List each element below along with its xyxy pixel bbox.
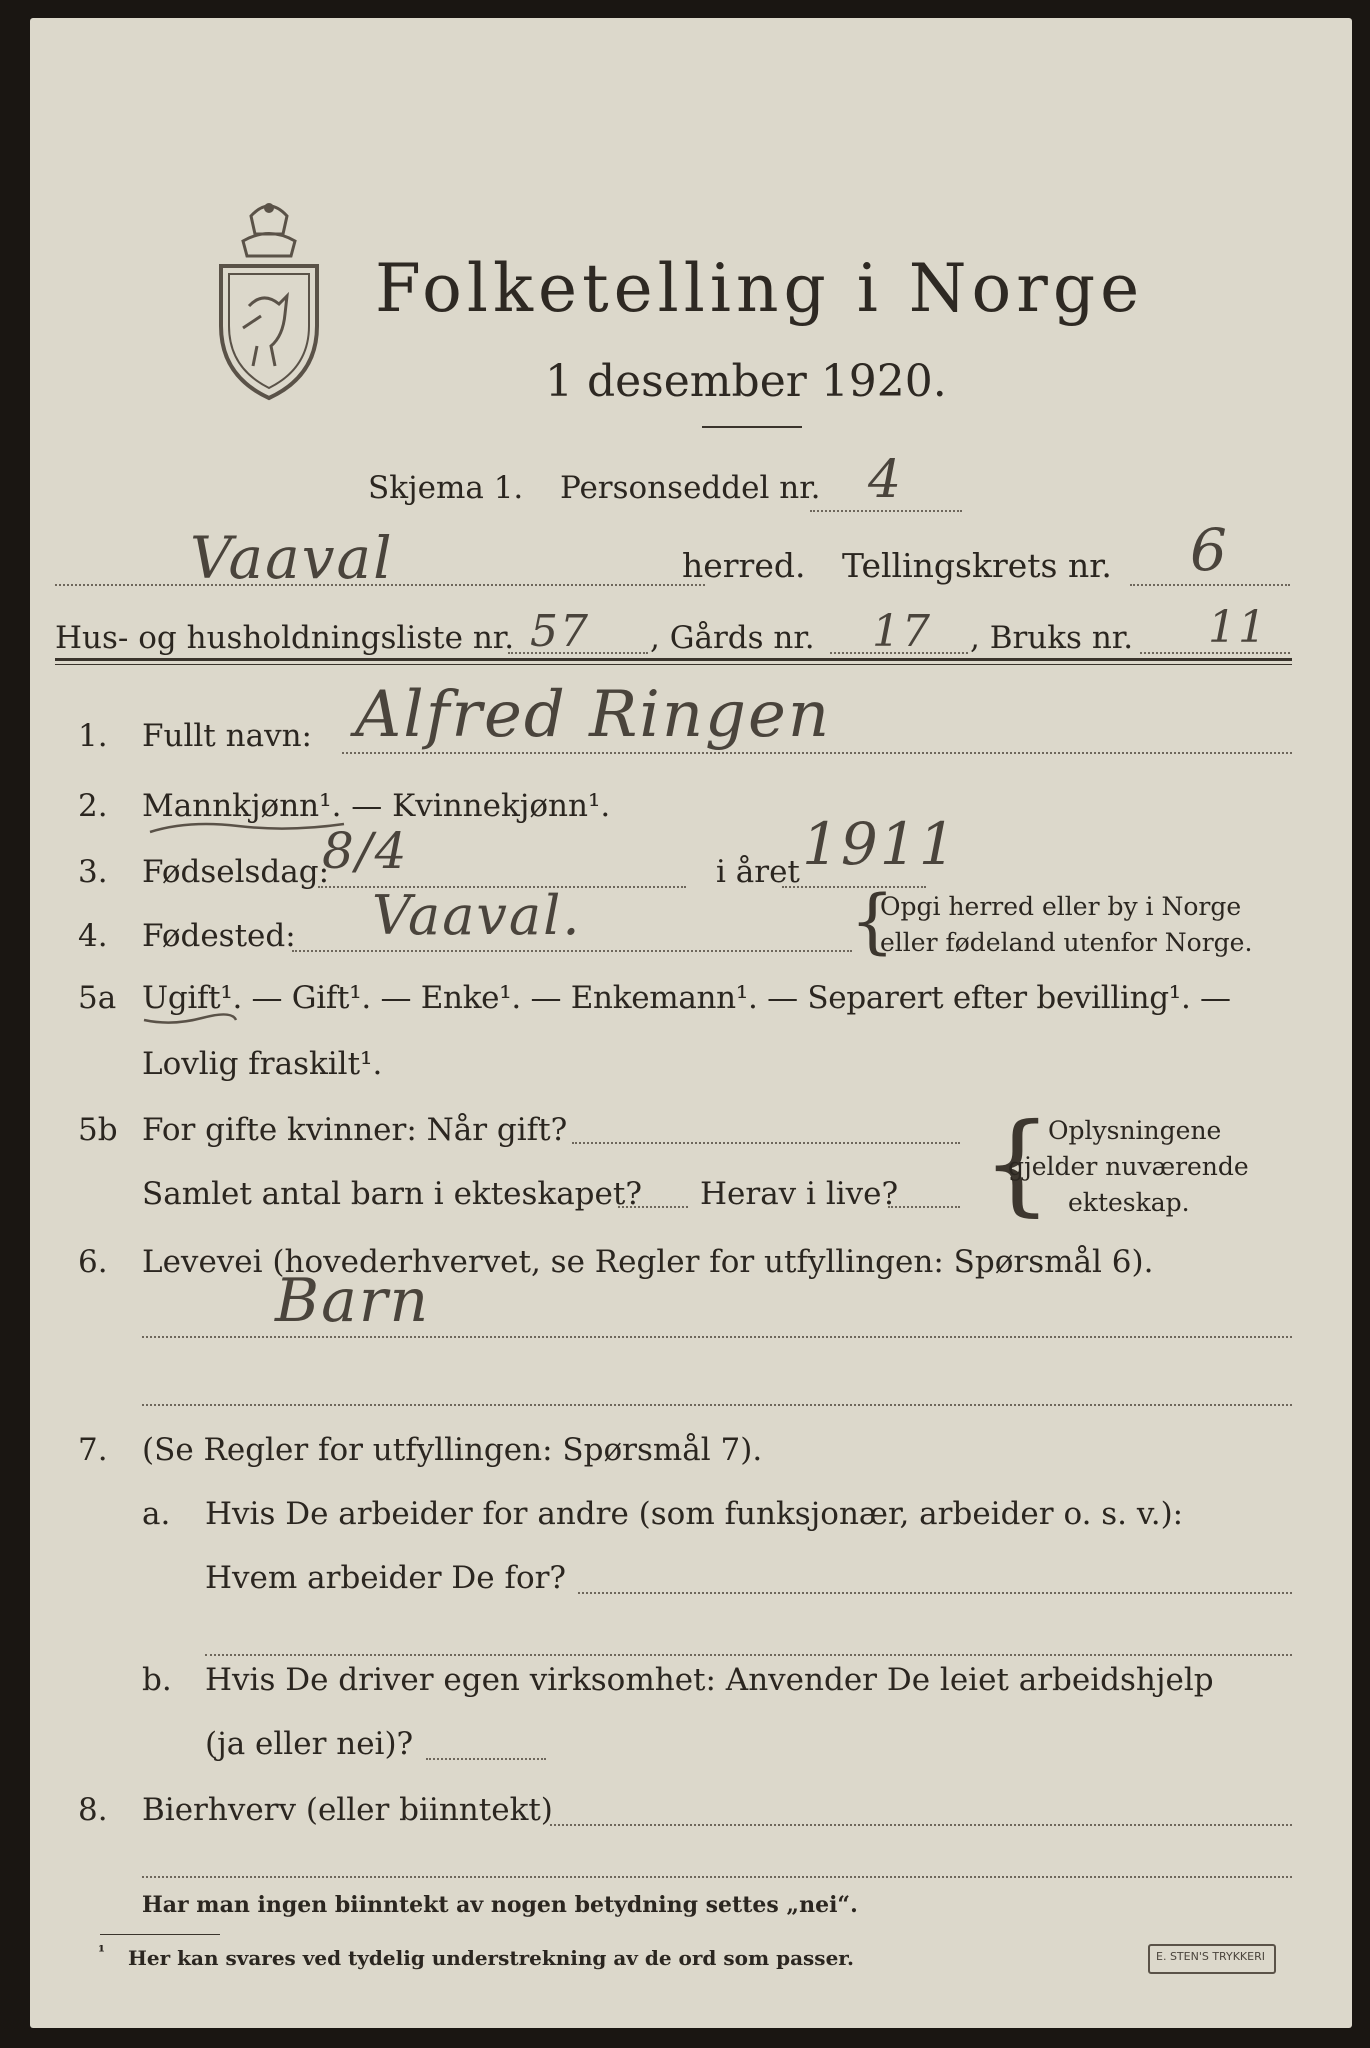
- birthplace-value[interactable]: Vaaval.: [372, 884, 582, 947]
- title-rule: [702, 426, 802, 428]
- q2-number: 2.: [78, 788, 108, 824]
- tellingskrets-label: Tellingskrets nr.: [842, 546, 1112, 585]
- footnote-text: Her kan svares ved tydelig understrekning av de ord som passer.: [128, 1946, 854, 1970]
- q5b-number: 5b: [78, 1112, 118, 1148]
- q5b-note-line-2: gjelder nuværende: [1008, 1152, 1249, 1181]
- marital-underline-mark: [142, 1012, 238, 1028]
- q7b-letter: b.: [142, 1662, 172, 1698]
- q5b-line-3: [888, 1206, 960, 1208]
- tellingskrets-line: [1130, 584, 1290, 586]
- gards-value[interactable]: 17: [872, 606, 932, 657]
- q5b-label-2: Samlet antal barn i ekteskapet?: [142, 1176, 642, 1212]
- q8-line-1: [550, 1824, 1292, 1826]
- q7-number: 7.: [78, 1432, 108, 1468]
- q4-note-line-2: eller fødeland utenfor Norge.: [880, 928, 1253, 957]
- hus-value[interactable]: 57: [530, 606, 590, 657]
- q8-label: Bierhverv (eller biinntekt): [142, 1792, 553, 1828]
- q4-number: 4.: [78, 918, 108, 954]
- printer-stamp-text: E. STEN'S TRYKKERI: [1156, 1950, 1265, 1963]
- schema-label: Skjema 1.: [368, 470, 524, 506]
- q4-label: Fødested:: [142, 918, 296, 954]
- q7a-label-2: Hvem arbeider De for?: [205, 1560, 567, 1596]
- personseddel-label: Personseddel nr.: [560, 470, 821, 506]
- printer-stamp: [1148, 1944, 1276, 1974]
- gender-underline-mark: [148, 818, 348, 840]
- header-divider-2: [55, 664, 1292, 665]
- q3-number: 3.: [78, 854, 108, 890]
- header-divider: [55, 658, 1292, 661]
- q8-line-2: [142, 1876, 1292, 1878]
- q3-year-label: i året: [716, 854, 800, 890]
- occupation-value[interactable]: Barn: [275, 1266, 431, 1336]
- q5b-line-2: [618, 1206, 688, 1208]
- footer-note: Har man ingen biinntekt av nogen betydning settes „nei“.: [142, 1892, 858, 1918]
- q7-label: (Se Regler for utfyllingen: Spørsmål 7).: [142, 1432, 763, 1468]
- q8-number: 8.: [78, 1792, 108, 1828]
- footnote-mark: ¹: [98, 1942, 106, 1961]
- coat-of-arms-icon: [213, 196, 325, 406]
- q1-line: [342, 752, 1292, 754]
- q5a-label: Ugift¹. — Gift¹. — Enke¹. — Enkemann¹. — Separert efter bevilling¹. —: [142, 980, 1231, 1016]
- census-date: 1 desember 1920.: [545, 356, 947, 407]
- q3-label: Fødselsdag:: [142, 854, 330, 890]
- q5b-note-brace: {: [982, 1099, 1052, 1227]
- q4-line: [292, 950, 852, 952]
- hus-label: Hus- og husholdningsliste nr.: [55, 620, 515, 656]
- herred-value[interactable]: Vaaval: [190, 524, 394, 592]
- q5a-number: 5a: [78, 980, 117, 1016]
- q5a-label-2: Lovlig fraskilt¹.: [142, 1046, 383, 1082]
- q5b-line-1: [572, 1142, 960, 1144]
- q1-label: Fullt navn:: [142, 718, 312, 754]
- q6-line-1: [142, 1336, 1292, 1338]
- full-name-value[interactable]: Alfred Ringen: [355, 678, 832, 752]
- q5b-note-line-3: ekteskap.: [1068, 1188, 1190, 1217]
- q5b-label: For gifte kvinner: Når gift?: [142, 1112, 568, 1148]
- q7a-letter: a.: [142, 1496, 171, 1532]
- q7a-line-2: [205, 1654, 1292, 1656]
- bruks-value[interactable]: 11: [1208, 602, 1268, 653]
- census-form-page: [30, 18, 1352, 2028]
- herred-label: herred.: [682, 546, 806, 585]
- q6-line-2: [142, 1404, 1292, 1406]
- q5b-note-line-1: Oplysningene: [1048, 1116, 1222, 1145]
- footnote-rule: [100, 1934, 220, 1935]
- birth-year-value[interactable]: 1911: [802, 810, 958, 878]
- q7a-line-1: [578, 1592, 1292, 1594]
- gards-label: , Gårds nr.: [650, 620, 815, 656]
- tellingskrets-value[interactable]: 6: [1190, 516, 1229, 584]
- q2-label: Mannkjønn¹. — Kvinnekjønn¹.: [142, 788, 611, 824]
- q1-number: 1.: [78, 718, 108, 754]
- q6-label: Levevei (hovederhvervet, se Regler for utfyllingen: Spørsmål 6).: [142, 1244, 1154, 1280]
- form-title: Folketelling i Norge: [375, 250, 1145, 327]
- q7a-label: Hvis De arbeider for andre (som funksjonær, arbeider o. s. v.):: [205, 1496, 1184, 1532]
- bruks-label: , Bruks nr.: [970, 620, 1134, 656]
- q6-number: 6.: [78, 1244, 108, 1280]
- q7b-line: [426, 1758, 546, 1760]
- q5b-label-3: Herav i live?: [700, 1176, 899, 1212]
- q4-note-line-1: Opgi herred eller by i Norge: [880, 892, 1242, 921]
- q4-note-brace: {: [850, 880, 895, 962]
- q7b-label: Hvis De driver egen virksomhet: Anvender De leiet arbeidshjelp: [205, 1662, 1214, 1698]
- personseddel-line: [810, 510, 962, 512]
- q7b-label-2: (ja eller nei)?: [205, 1726, 414, 1762]
- birth-date-value[interactable]: 8/4: [322, 822, 409, 880]
- personseddel-value[interactable]: 4: [868, 450, 904, 510]
